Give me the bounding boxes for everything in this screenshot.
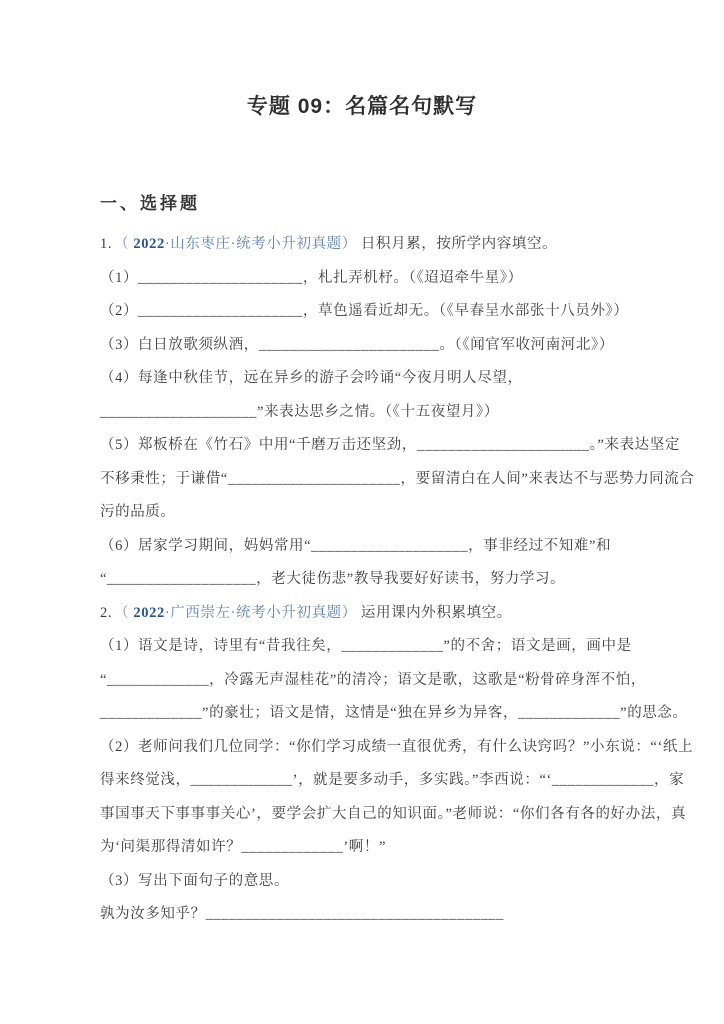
section-heading: 一、选择题 — [100, 194, 200, 213]
question-line: （2）老师问我们几位同学：“你们学习成绩一直很优秀，有什么诀窍吗？”小东说：“‘纸上 — [100, 738, 694, 755]
source-label: ·广西崇左·统考小升初真题） — [164, 604, 357, 621]
question-stem: 运用课内外积累填空。 — [360, 604, 512, 621]
source-paren-open: （ — [114, 604, 134, 621]
question-number: 2. — [100, 604, 113, 621]
question-number: 1. — [100, 236, 113, 252]
source-year: 2022 — [133, 236, 165, 252]
question-line: _____________”的豪壮；语文是情，这情是“独在异乡为异客，_____________”的思念。 — [100, 705, 688, 721]
question-line: 孰为汝多知乎？______________________________________ — [100, 906, 504, 922]
question-line: 为‘问渠那得清如许？_____________’啊！” — [100, 839, 387, 855]
source-label: ·山东枣庄·统考小升初真题） — [164, 236, 357, 252]
question-stem: 日积月累，按所学内容填空。 — [360, 236, 558, 252]
question-line: 不移秉性；于谦借“______________________，要留清白在人间”来表达不与恶势力同流合 — [100, 470, 695, 487]
question-line: ____________________”来表达思乡之情。（《十五夜望月》） — [100, 403, 499, 420]
question-line: （3）写出下面句子的意思。 — [100, 872, 290, 889]
question-line: （1）语文是诗，诗里有“昔我往矣，_____________”的不舍；语文是画，画中是 — [100, 638, 632, 654]
question-line: （2）_____________________，草色遥看近却无。（《早春呈水部张十八员外》） — [100, 303, 629, 319]
question-1-header — [100, 228, 624, 262]
source-paren-open: （ — [114, 236, 134, 252]
source-year: 2022 — [133, 604, 165, 621]
question-line: 事国事天下事事事关心’，要学会扩大自己的知识面。”老师说：“你们各有各的好办法，真 — [100, 805, 687, 822]
question-line: “___________________，老大徒伤悲”教导我要好好读书，努力学习。 — [100, 571, 566, 587]
question-line: （3）白日放歌须纵酒，_______________________。（《闻官军收河南河北》） — [100, 336, 614, 353]
question-line: （1）_____________________，札扎弄机杼。（《迢迢牵牛星》） — [100, 269, 523, 286]
question-line: （5）郑板桥在《竹石》中用“千磨万击还坚劲，______________________。”来表达坚定 — [100, 437, 680, 453]
question-line: （4）每逢中秋佳节，远在异乡的游子会吟诵“今夜月明人尽望， — [100, 370, 523, 386]
question-line: 污的品质。 — [100, 504, 176, 520]
question-line: （6）居家学习期间，妈妈常用“____________________，事非经过不知难”和 — [100, 537, 612, 554]
question-line: 得来终觉浅，_____________’，就是要多动手，多实践。”李西说：“‘_____________，家 — [100, 772, 685, 788]
question-2-header — [100, 597, 624, 631]
question-line: “_____________，冷露无声湿桂花”的清冷；语文是歌，这歌是“粉骨碎身浑不怕， — [100, 671, 646, 688]
page-title: 专题 09：名篇名句默写 — [246, 95, 478, 118]
